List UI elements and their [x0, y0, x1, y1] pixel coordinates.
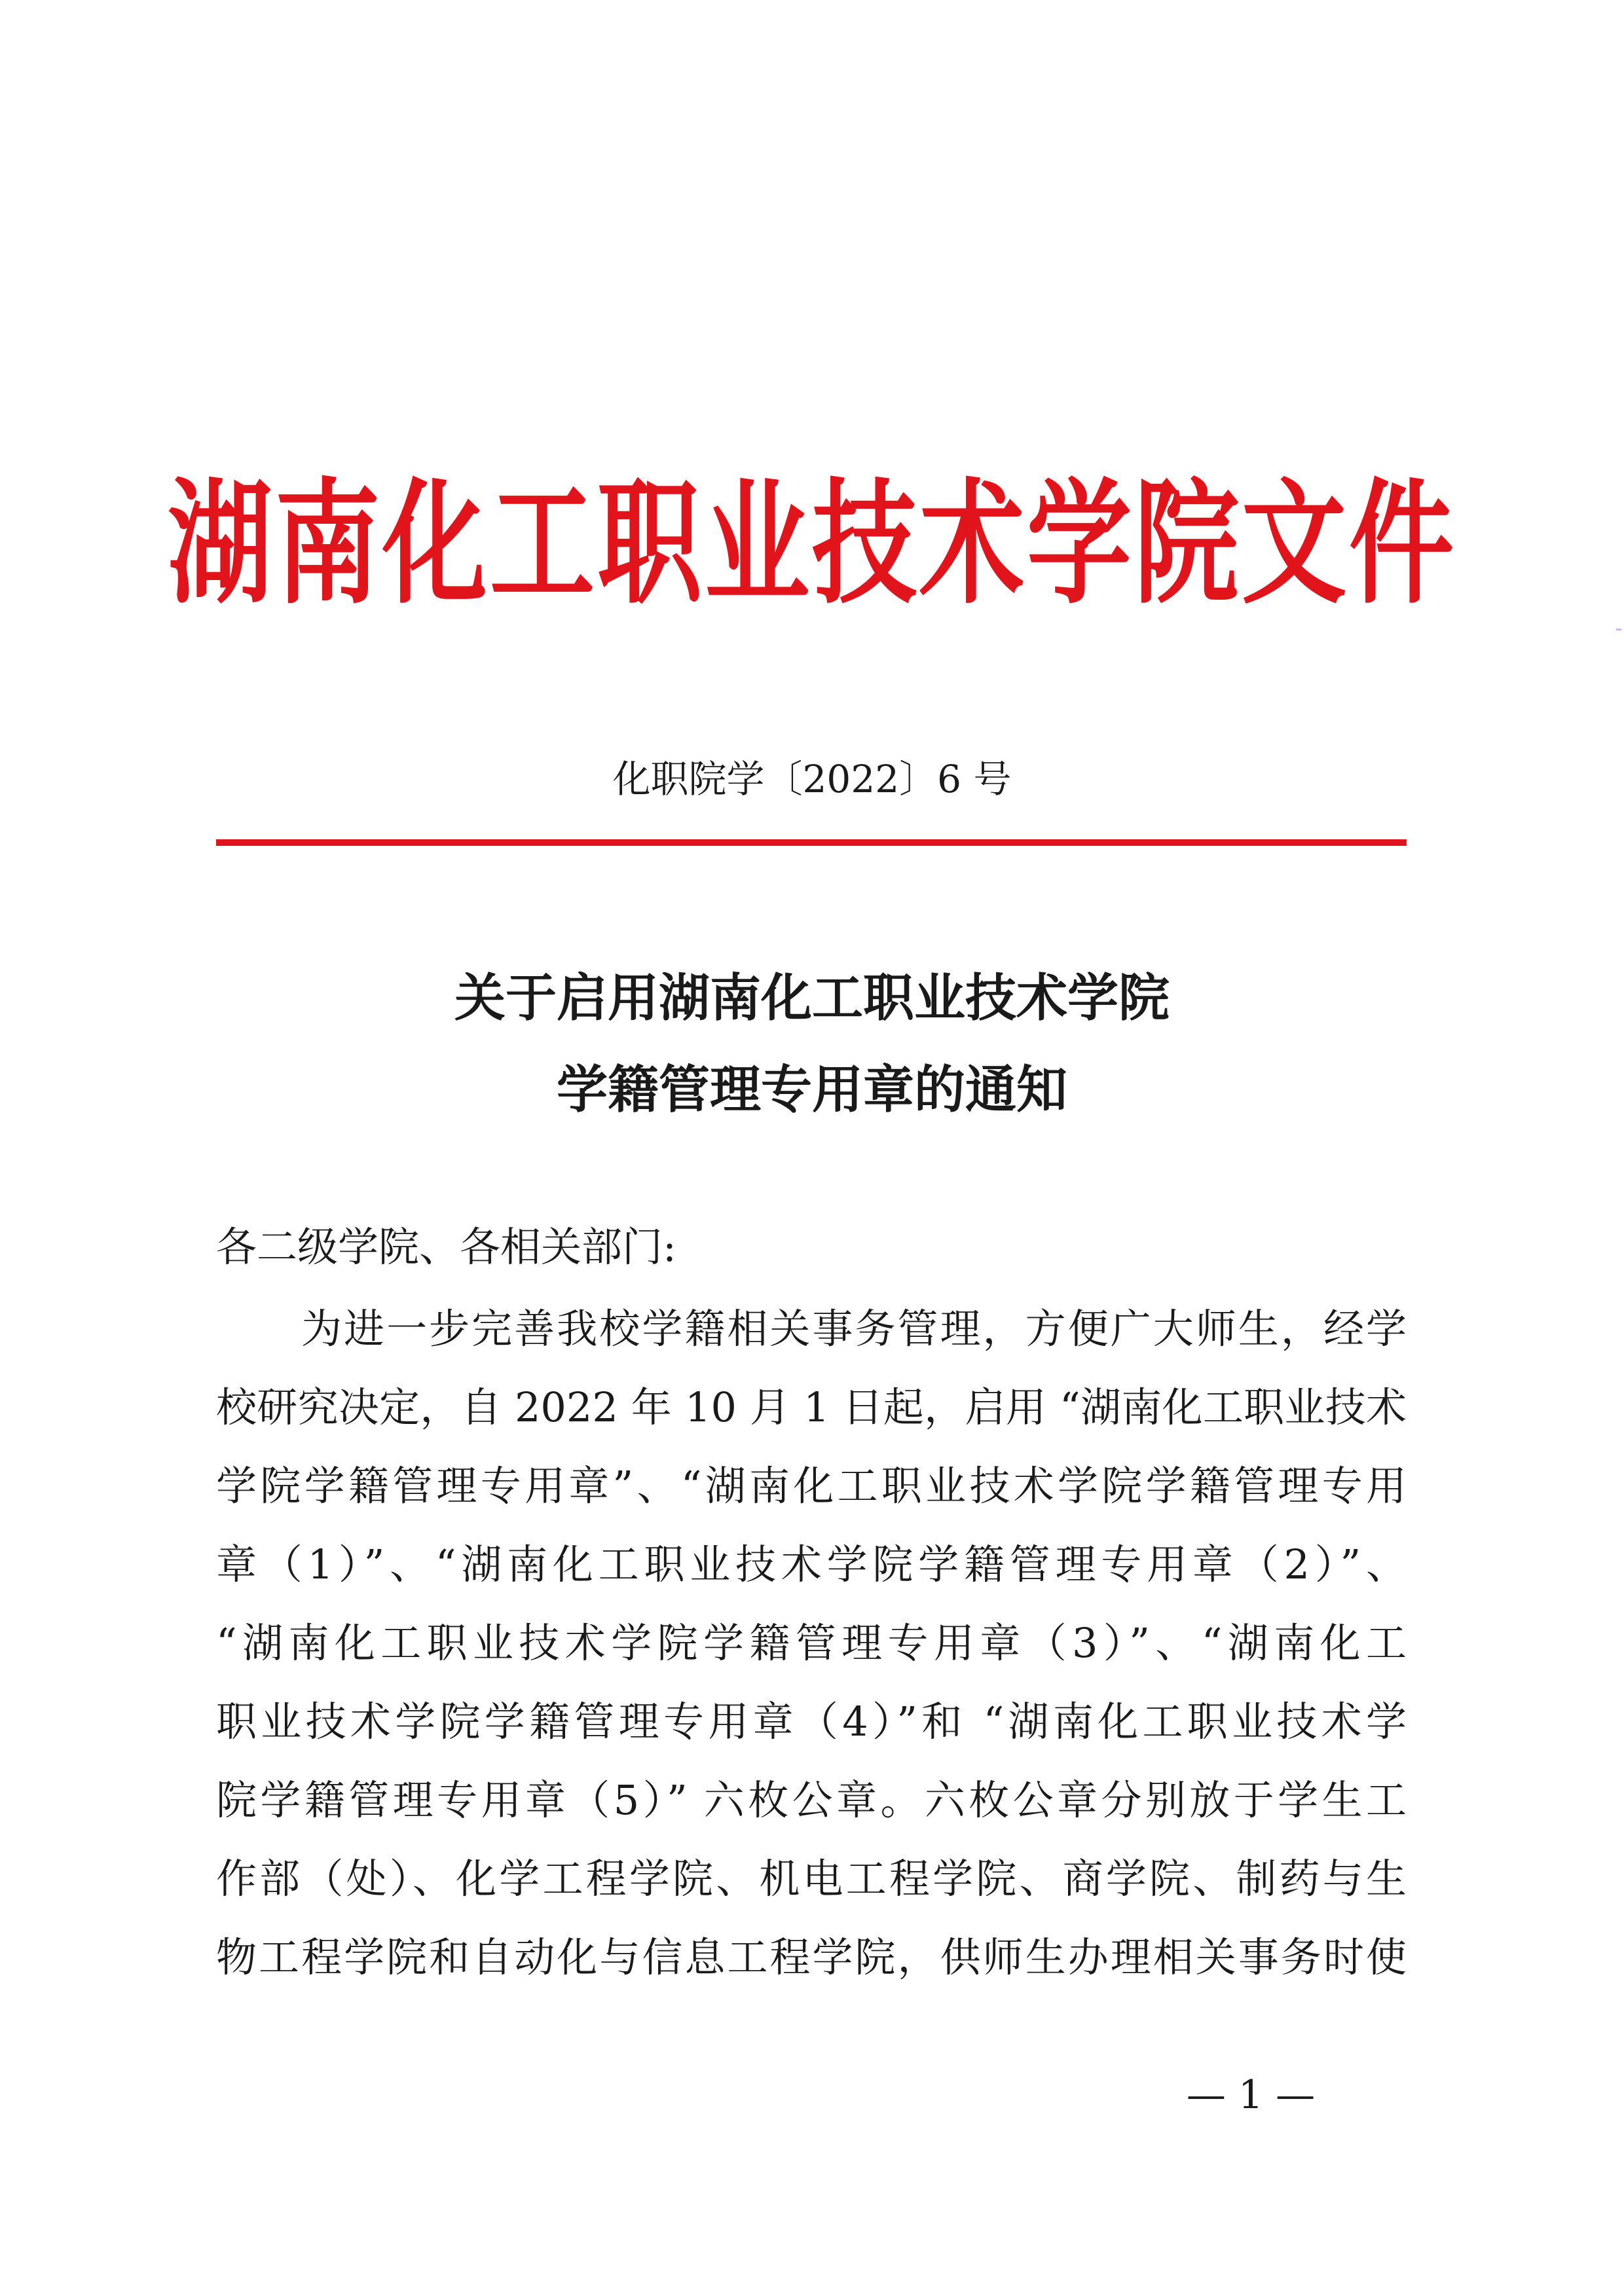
body-line-3: 学院学籍管理专用章”、“湖南化工职业技术学院学籍管理专用 [216, 1462, 1407, 1510]
body-line-2: 校研究决定，自 2022 年 10 月 1 日起，启用 “湖南化工职业技术 [216, 1383, 1407, 1431]
body-line-1: 为进一步完善我校学籍相关事务管理，方便广大师生，经学 [301, 1305, 1407, 1353]
notice-title-line-2: 学籍管理专用章的通知 [556, 1061, 1067, 1120]
body-line-4: 章（1）”、“湖南化工职业技术学院学籍管理专用章（2）”、 [216, 1540, 1407, 1588]
body-line-9: 物工程学院和自动化与信息工程学院，供师生办理相关事务时使 [216, 1933, 1407, 1981]
red-divider-rule [216, 839, 1407, 846]
body-line-6: 职业技术学院学籍管理专用章（4）”和 “湖南化工职业技术学 [216, 1698, 1407, 1745]
body-line-5: “湖南化工职业技术学院学籍管理专用章（3）”、“湖南化工 [216, 1619, 1407, 1667]
salutation: 各二级学院、各相关部门: [216, 1223, 676, 1271]
document-header-title: 湖南化工职业技术学院文件 [167, 464, 1456, 623]
body-line-8: 作部（处）、化学工程学院、机电工程学院、商学院、制药与生 [216, 1855, 1407, 1903]
page-number: — 1 — [1186, 2072, 1316, 2118]
document-number: 化职院学〔2022〕6 号 [612, 757, 1012, 801]
body-line-7: 院学籍管理专用章（5）” 六枚公章。六枚公章分别放于学生工 [216, 1776, 1407, 1824]
notice-title-line-1: 关于启用湖南化工职业技术学院 [454, 969, 1170, 1028]
scan-artifact-mark [1616, 629, 1621, 630]
